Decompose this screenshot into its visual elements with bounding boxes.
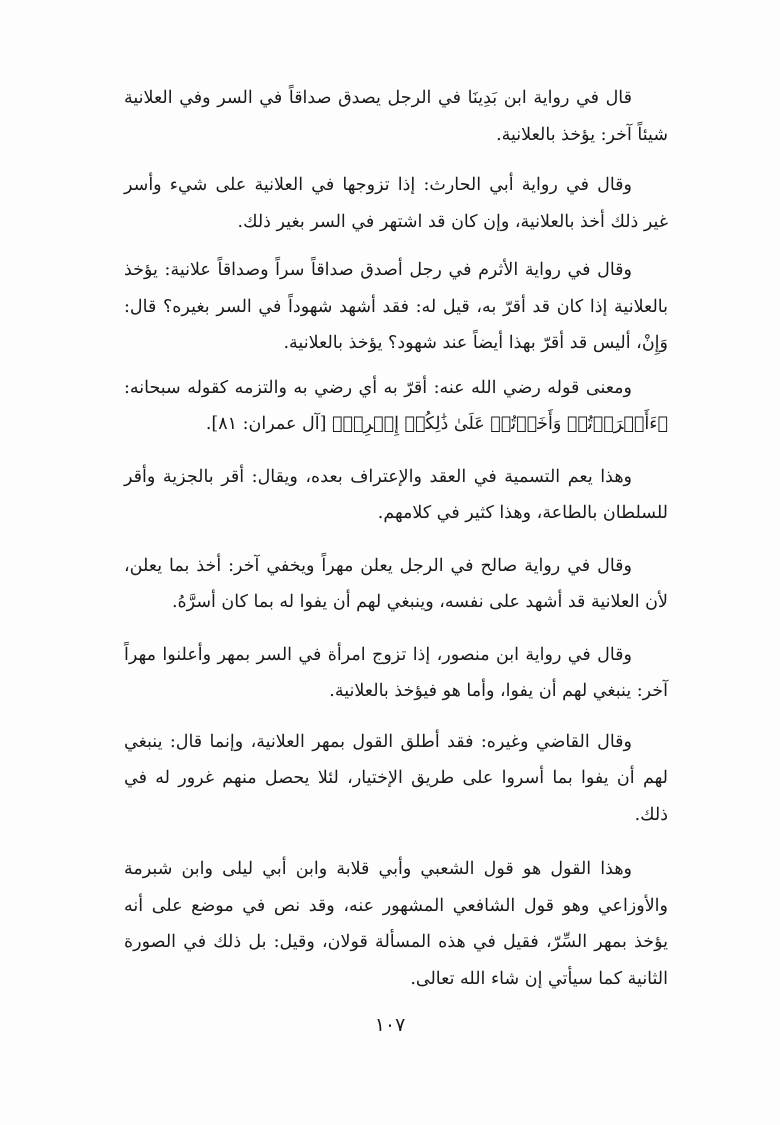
paragraph: وهذا يعم التسمية في العقد والإعتراف بعده، ويقال: أقر بالجزية وأقر للسلطان بالطاعة، وهذا كثير في كلامهم.: [124, 466, 668, 523]
paragraph: ومعنى قوله رضي الله عنه: أقرّ به أي رضي به والتزمه كقوله سبحانه: ﴿ءَأَقۡرَرۡتُمۡ وَأَخَذۡتُمۡ عَلَىٰ ذَٰلِكُمۡ إِصۡرِيۖ﴾ [آل عمران: ٨١].: [124, 377, 668, 434]
paragraph: وقال في رواية ابن منصور، إذا تزوج امرأة في السر بمهر وأعلنوا مهراً آخر: ينبغي لهم أن يفوا، وأما هو فيؤخذ بالعلانية.: [124, 644, 668, 701]
paragraph: وقال في رواية الأثرم في رجل أصدق صداقاً سراً وصداقاً علانية: يؤخذ بالعلانية إذا كان قد أقرّ به، قيل له: فقد أشهد شهوداً في السر بغيره؟ قال: وَإِنْ، أليس قد أقرّ بهذا أيضاً عند شهود؟ يؤخذ بالعلانية.: [124, 260, 668, 353]
page-number: ١٠٧: [374, 1014, 406, 1036]
paragraph: وقال في رواية أبي الحارث: إذا تزوجها في العلانية على شيء وأسر غير ذلك أخذ بالعلانية، وإن كان قد اشتهر في السر بغير ذلك.: [124, 175, 668, 232]
page-body: [124, 80, 668, 997]
paragraph: وهذا القول هو قول الشعبي وأبي قلابة وابن أبي ليلى وابن شبرمة والأوزاعي وهو قول الشافعي المشهور عنه، وقد نص في موضع على أنه يؤخذ بمهر السِّرّ، فقيل في هذه المسألة قولان، وقيل: بل ذلك في الصورة الثانية كما سيأتي إن شاء الله تعالى.: [124, 859, 668, 989]
paragraph: وقال في رواية صالح في الرجل يعلن مهراً ويخفي آخر: أخذ بما يعلن، لأن العلانية قد أشهد على نفسه، وينبغي لهم أن يفوا له بما كان أسرَّهُ.: [124, 555, 668, 612]
paragraph: قال في رواية ابن بَدِينَا في الرجل يصدق صداقاً في السر وفي العلانية شيئاً آخر: يؤخذ بالعلانية.: [124, 88, 668, 145]
paragraph: وقال القاضي وغيره: فقد أطلق القول بمهر العلانية، وإنما قال: ينبغي لهم أن يفوا بما أسروا على طريق الإختيار، لئلا يحصل منهم غرور له في ذلك.: [124, 731, 668, 825]
